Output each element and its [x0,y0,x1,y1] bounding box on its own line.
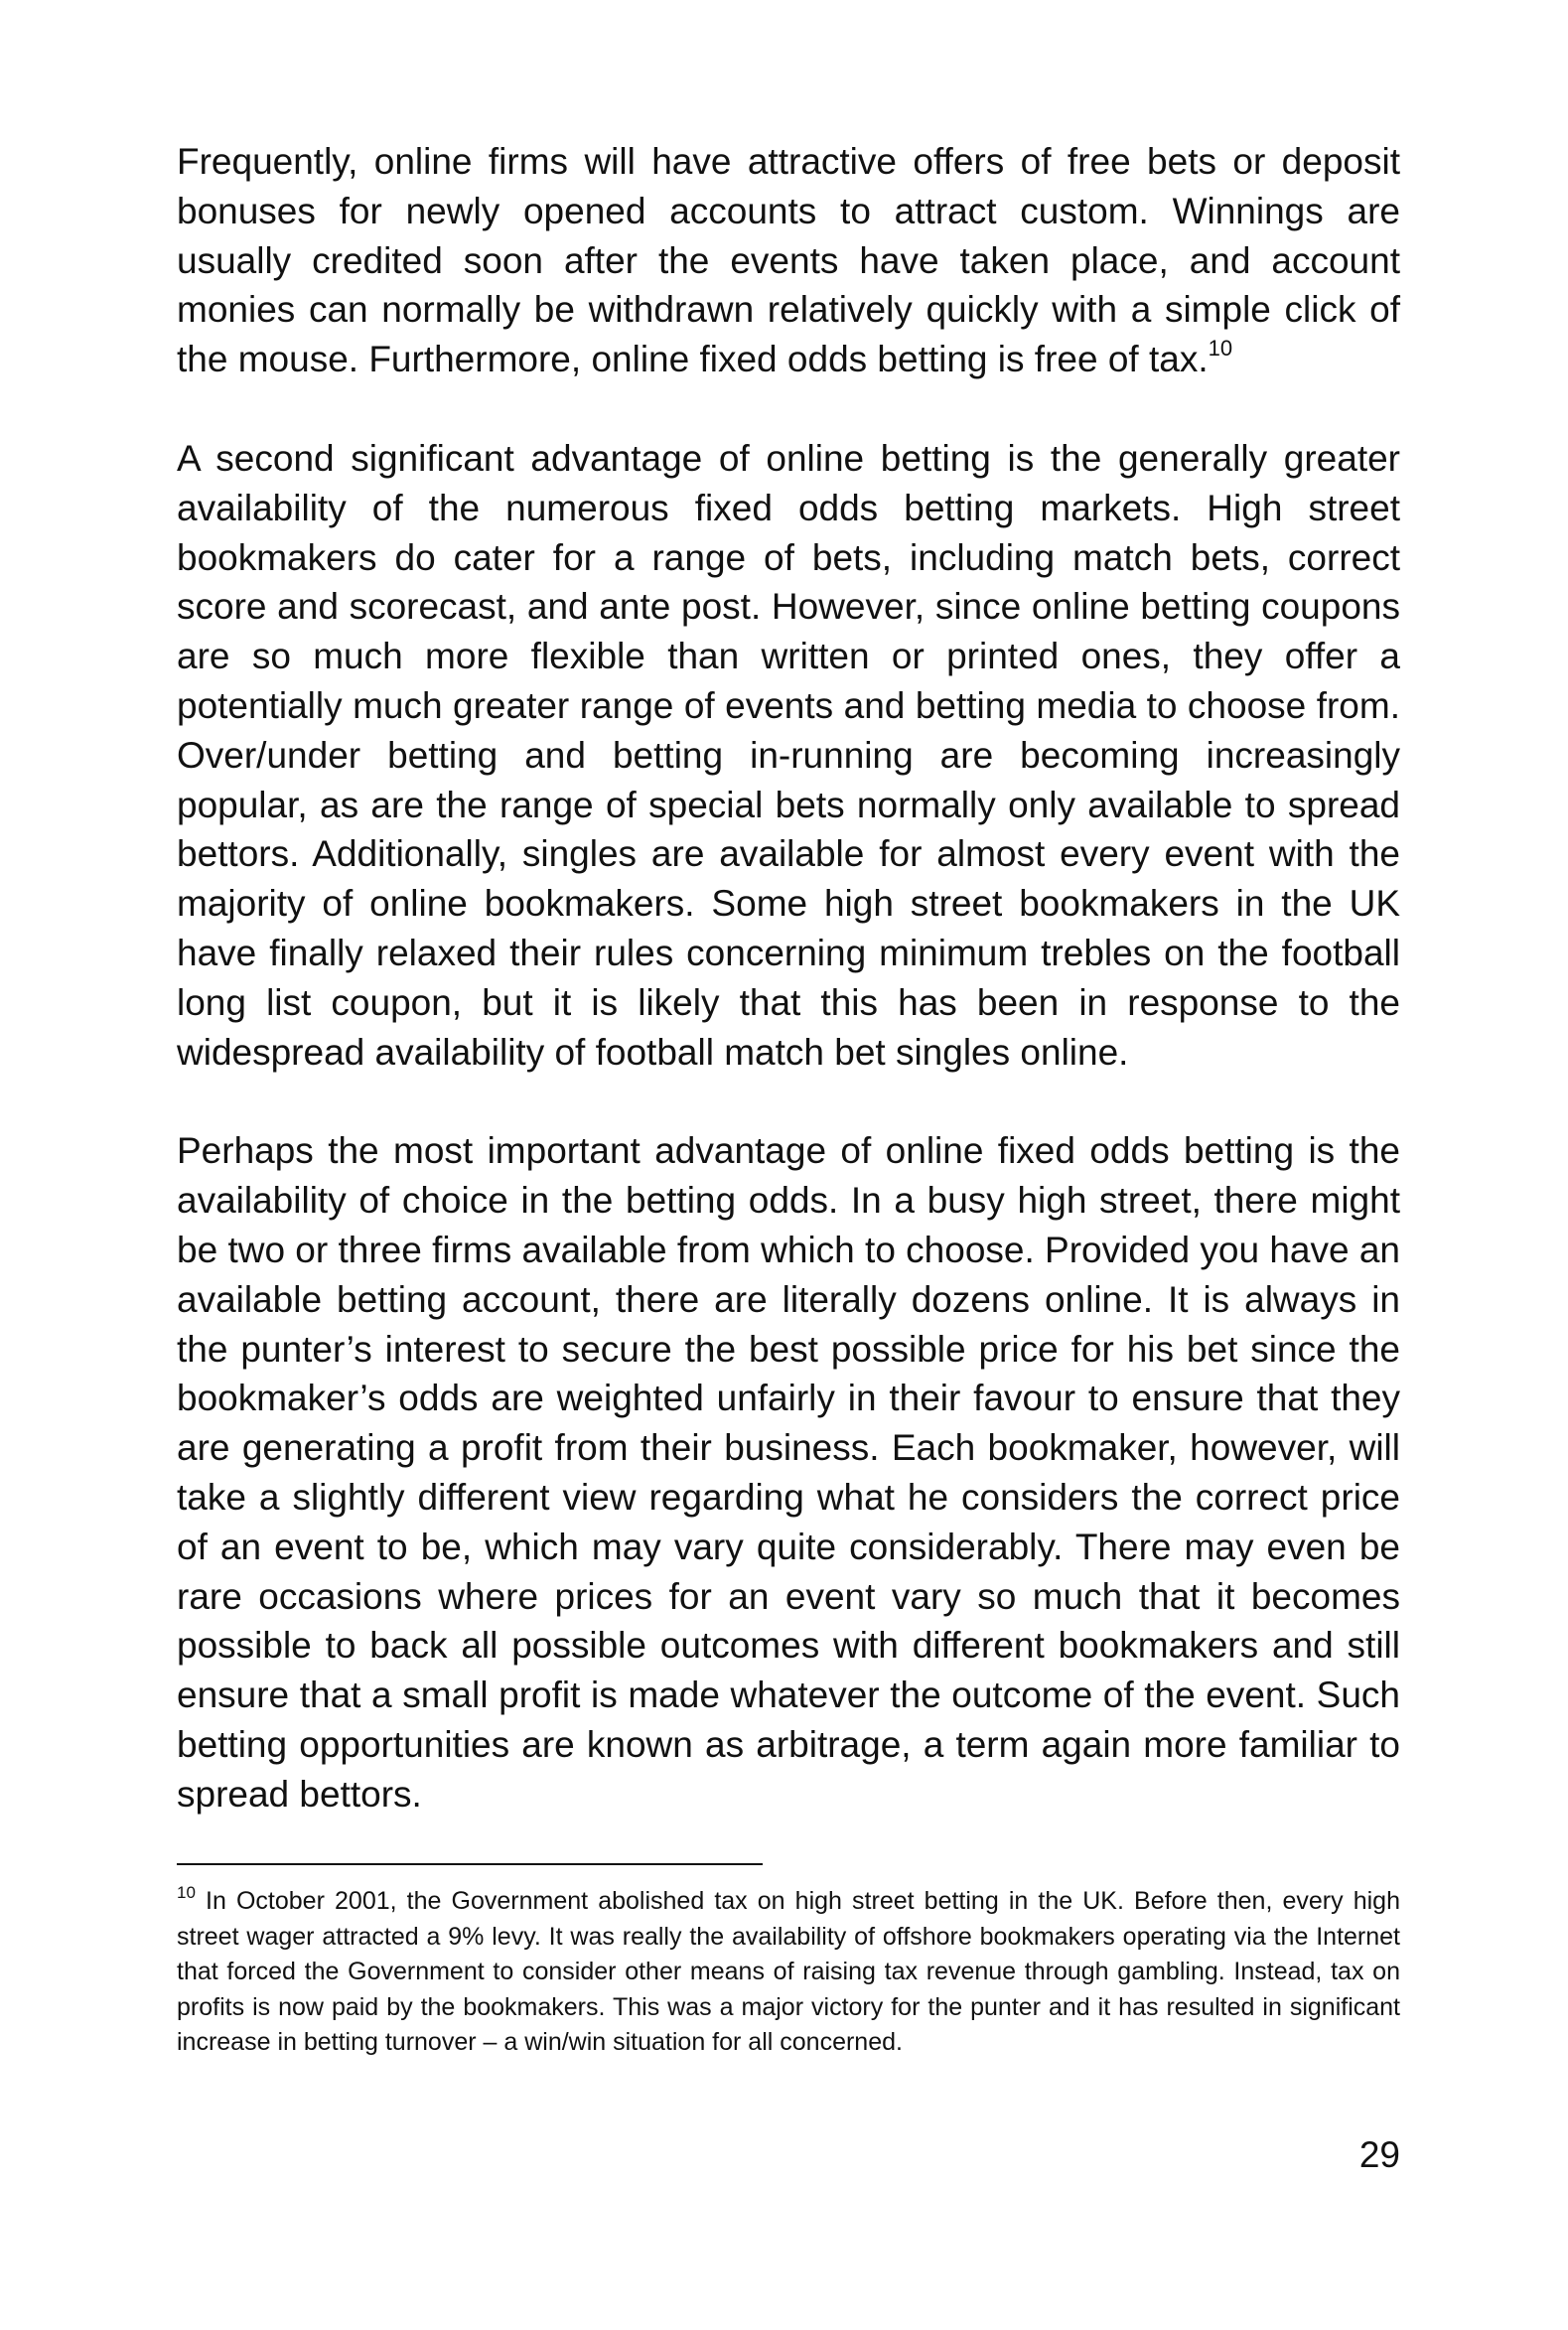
page-body [177,137,1400,1820]
paragraph-market-availability: A second significant advantage of online betting is the generally greater availability of the numerous fixed odds betting markets. High street bookmakers do cater for a range of bets, including match bets, correct score and scorecast, and ante post. However, since online betting coupons are so much more flexible than written or printed ones, they offer a potentially much greater range of events and betting media to choose from. Over/under betting and betting in-running are becoming increasingly popular, as are the range of special bets normally only available to spread bettors. Additionally, singles are available for almost every event with the majority of online bookmakers. Some high street bookmakers in the UK have finally relaxed their rules concerning minimum trebles on the football long list coupon, but it is likely that this has been in response to the widespread availability of football match bet singles online. [177,437,1400,1073]
footnote [177,1884,1400,2061]
footnote-number: 10 [177,1883,196,1902]
footnote-text: In October 2001, the Government abolished tax on high street betting in the UK. Before then, every high street wager attracted a 9% levy. It was really the availability of offshore bookmakers operating via the Internet that forced the Government to consider other means of raising tax revenue through gambling. Instead, tax on profits is now paid by the bookmakers. This was a major victory for the punter and it has resulted in significant increase in betting turnover – a win/win situation for all concerned. [177,1887,1400,2056]
footnote-reference[interactable]: 10 [1208,336,1233,362]
footnote-separator [177,1863,763,1865]
page-number: 29 [1358,2134,1400,2175]
paragraph-online-offers-text: Frequently, online firms will have attractive offers of free bets or deposit bonuses for newly opened accounts to attract custom. Winnings are usually credited soon after the events have taken place, and account monies can normally be withdrawn relatively quickly with a simple click of the mouse. Furthermore, online fixed odds betting is free of tax. [177,141,1400,380]
paragraph-choice-of-odds: Perhaps the most important advantage of online fixed odds betting is the availability of choice in the betting odds. In a busy high street, there might be two or three firms available from which to choose. Provided you have an available betting account, there are literally dozens online. It is always in the punter’s interest to secure the best possible price for his bet since the bookmaker’s odds are weighted unfairly in their favour to ensure that they are generating a profit from their business. Each bookmaker, however, will take a slightly different view regarding what he considers the correct price of an event to be, which may vary quite considerably. There may even be rare occasions where prices for an event vary so much that it becomes possible to back all possible outcomes with different bookmakers and still ensure that a small profit is made whatever the outcome of the event. Such betting opportunities are known as arbitrage, a term again more familiar to spread bettors. [177,1130,1400,1815]
paragraph-online-offers [177,137,1400,384]
